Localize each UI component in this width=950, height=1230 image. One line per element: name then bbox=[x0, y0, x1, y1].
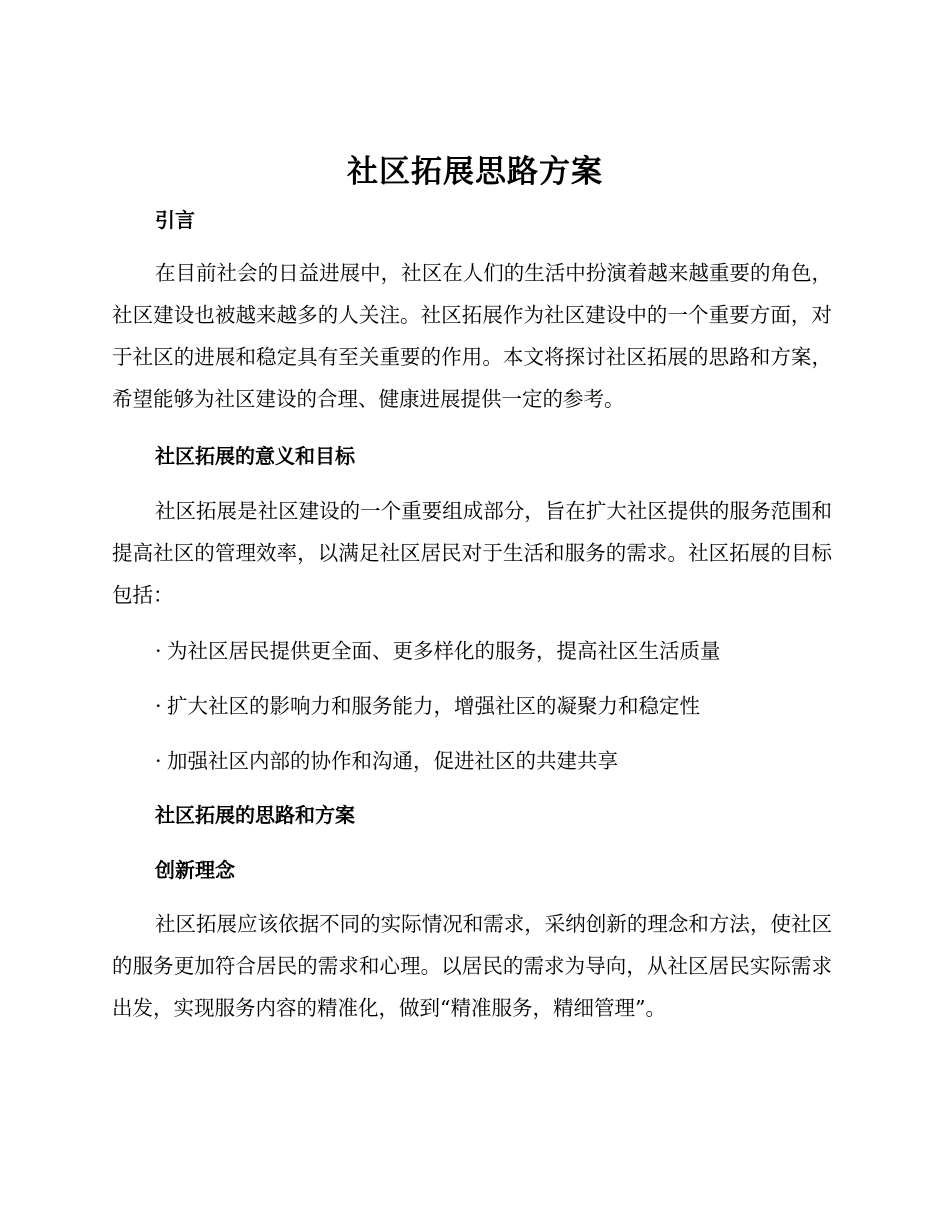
goal-text: 扩大社区的影响力和服务能力，增强社区的凝聚力和稳定性 bbox=[167, 694, 700, 718]
heading-meaning-and-goals: 社区拓展的意义和目标 bbox=[155, 444, 355, 468]
bullet-dot: · bbox=[155, 749, 162, 773]
bullet-dot: · bbox=[155, 639, 162, 663]
document-title: 社区拓展思路方案 bbox=[347, 154, 603, 190]
paragraph-meaning: 社区拓展是社区建设的一个重要组成部分，旨在扩大社区提供的服务范围和提高社区的管理效率，以满足社区居民对于生活和服务的需求。社区拓展的目标包括： bbox=[112, 499, 832, 607]
heading-plan: 社区拓展的思路和方案 bbox=[155, 803, 355, 827]
goal-list-item bbox=[155, 636, 835, 666]
heading-innovation: 创新理念 bbox=[155, 858, 235, 882]
goal-text: 加强社区内部的协作和沟通，促进社区的共建共享 bbox=[167, 749, 618, 773]
paragraph-intro: 在目前社会的日益进展中，社区在人们的生活中扮演着越来越重要的角色，社区建设也被越来越多的人关注。社区拓展作为社区建设中的一个重要方面，对于社区的进展和稳定具有至关重要的作用。本文将探讨社区拓展的思路和方案，希望能够为社区建设的合理、健康进展提供一定的参考。 bbox=[112, 261, 832, 411]
paragraph-innovation: 社区拓展应该依据不同的实际情况和需求，采纳创新的理念和方法，使社区的服务更加符合居民的需求和心理。以居民的需求为导向，从社区居民实际需求出发，实现服务内容的精准化，做到“精准服务，精细管理”。 bbox=[112, 912, 832, 1020]
goal-list-item bbox=[155, 746, 835, 776]
goal-list-item bbox=[155, 691, 835, 721]
goal-text: 为社区居民提供更全面、更多样化的服务，提高社区生活质量 bbox=[167, 639, 721, 663]
heading-intro: 引言 bbox=[155, 208, 195, 232]
bullet-dot: · bbox=[155, 694, 162, 718]
